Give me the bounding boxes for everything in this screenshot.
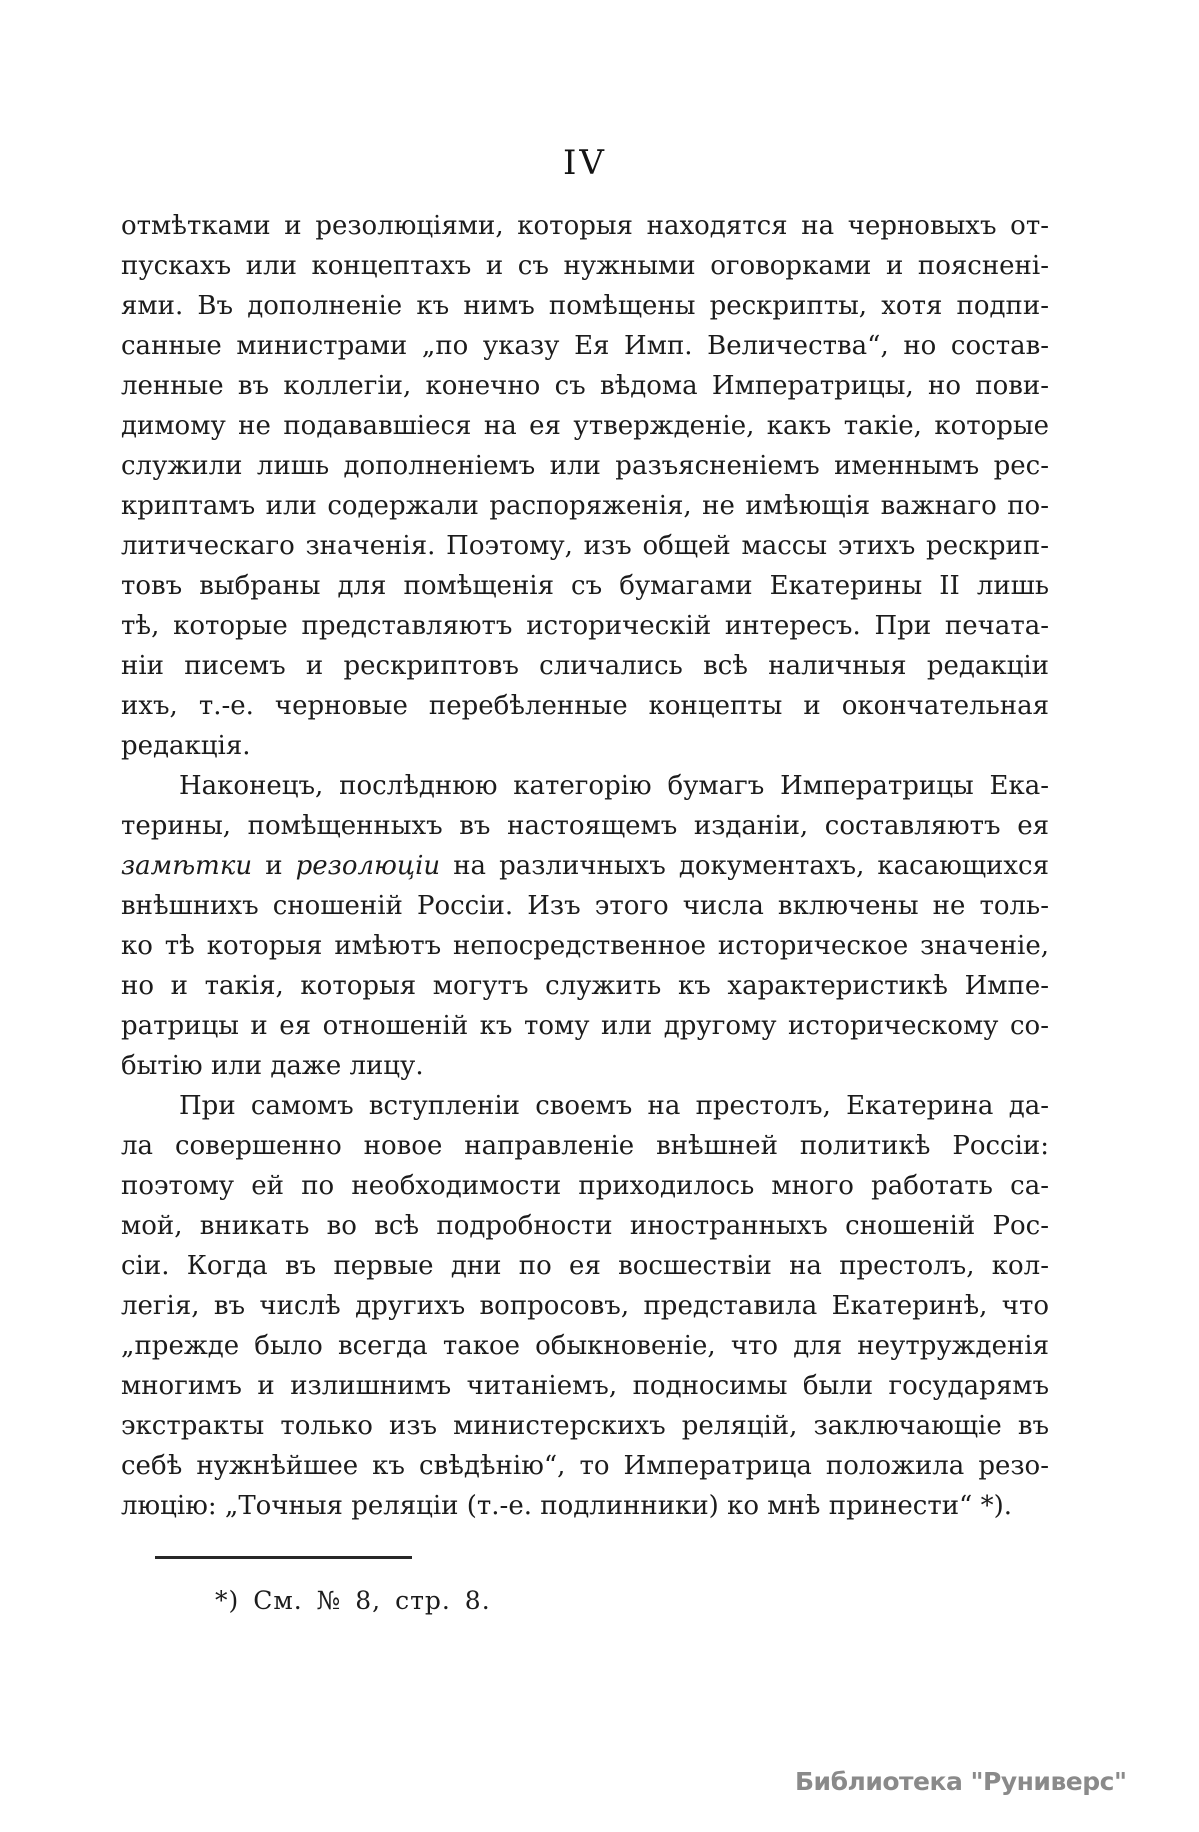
watermark-label: Библиотека "Руниверс": [795, 1767, 1127, 1796]
text-line: экстракты только изъ министерскихъ реляцій, заключающіе въ: [121, 1411, 1049, 1441]
text-line: мой, вникать во всѣ подробности иностранныхъ сношеній Рос-: [121, 1211, 1049, 1241]
text-line: литическаго значенія. Поэтому, изъ общей массы этихъ рескрип-: [121, 531, 1049, 561]
text-line: ла совершенно новое направленіе внѣшней политикѣ Россіи:: [121, 1131, 1049, 1161]
text-line: редакція.: [121, 731, 251, 761]
text-line: товъ выбраны для помѣщенія съ бумагами Екатерины II лишь: [121, 571, 1049, 601]
text-line: бытію или даже лицу.: [121, 1051, 424, 1081]
text-line: легія, въ числѣ другихъ вопросовъ, представила Екатеринѣ, что: [121, 1291, 1049, 1321]
text-line: Наконецъ, послѣднюю категорію бумагъ Императрицы Ека-: [179, 771, 1049, 801]
text-line: внѣшнихъ сношеній Россіи. Изъ этого числа включены не толь-: [121, 891, 1049, 921]
text-line: санные министрами „по указу Ея Имп. Величества“, но состав-: [121, 331, 1049, 361]
text-line: пускахъ или концептахъ и съ нужными оговорками и пояснені-: [121, 251, 1049, 281]
text-line: димому не подававшіеся на ея утвержденіе, какъ такіе, которые: [121, 411, 1049, 441]
text-line: сіи. Когда въ первые дни по ея восшествіи на престолъ, кол-: [121, 1251, 1049, 1281]
page-number-header: IV: [563, 143, 607, 183]
text-line: но и такія, которыя могутъ служить къ характеристикѣ Импе-: [121, 971, 1049, 1001]
text-line: многимъ и излишнимъ читаніемъ, подносимы были государямъ: [121, 1371, 1049, 1401]
text-line: люцію: „Точныя реляціи (т.-е. подлинники) ко мнѣ принести“ *).: [121, 1491, 1012, 1521]
text-line: „прежде было всегда такое обыкновеніе, что для неутружденія: [121, 1331, 1049, 1361]
text-line: себѣ нужнѣйшее къ свѣдѣнію“, то Императрица положила резо-: [121, 1451, 1049, 1481]
text-line: ніи писемъ и рескриптовъ сличались всѣ наличныя редакціи: [121, 651, 1049, 681]
text-line: тѣ, которые представляютъ историческій интересъ. При печата-: [121, 611, 1049, 641]
text-line: ями. Въ дополненіе къ нимъ помѣщены рескрипты, хотя подпи-: [121, 291, 1049, 321]
text-line: поэтому ей по необходимости приходилось много работать са-: [121, 1171, 1049, 1201]
text-line: ихъ, т.-е. черновые перебѣленные концепты и окончательная: [121, 691, 1049, 721]
text-line: ленные въ коллегіи, конечно съ вѣдома Императрицы, но пови-: [121, 371, 1049, 401]
footnote-separator: [155, 1556, 412, 1559]
text-line: терины, помѣщенныхъ въ настоящемъ изданіи, составляютъ ея: [121, 811, 1049, 841]
text-line: служили лишь дополненіемъ или разъясненіемъ именнымъ рес-: [121, 451, 1049, 481]
text-line: криптамъ или содержали распоряженія, не имѣющія важнаго по-: [121, 491, 1049, 521]
body-text: [121, 206, 1049, 1526]
footnote-text: *) См. № 8, стр. 8.: [215, 1586, 491, 1615]
text-line: отмѣтками и резолюціями, которыя находятся на черновыхъ от-: [121, 211, 1049, 241]
text-line: замѣтки и резолюціи на различныхъ документахъ, касающихся: [121, 851, 1050, 881]
text-line: ко тѣ которыя имѣютъ непосредственное историческое значеніе,: [121, 931, 1049, 961]
text-line: При самомъ вступленіи своемъ на престолъ, Екатерина да-: [179, 1091, 1049, 1121]
text-line: ратрицы и ея отношеній къ тому или другому историческому со-: [121, 1011, 1049, 1041]
